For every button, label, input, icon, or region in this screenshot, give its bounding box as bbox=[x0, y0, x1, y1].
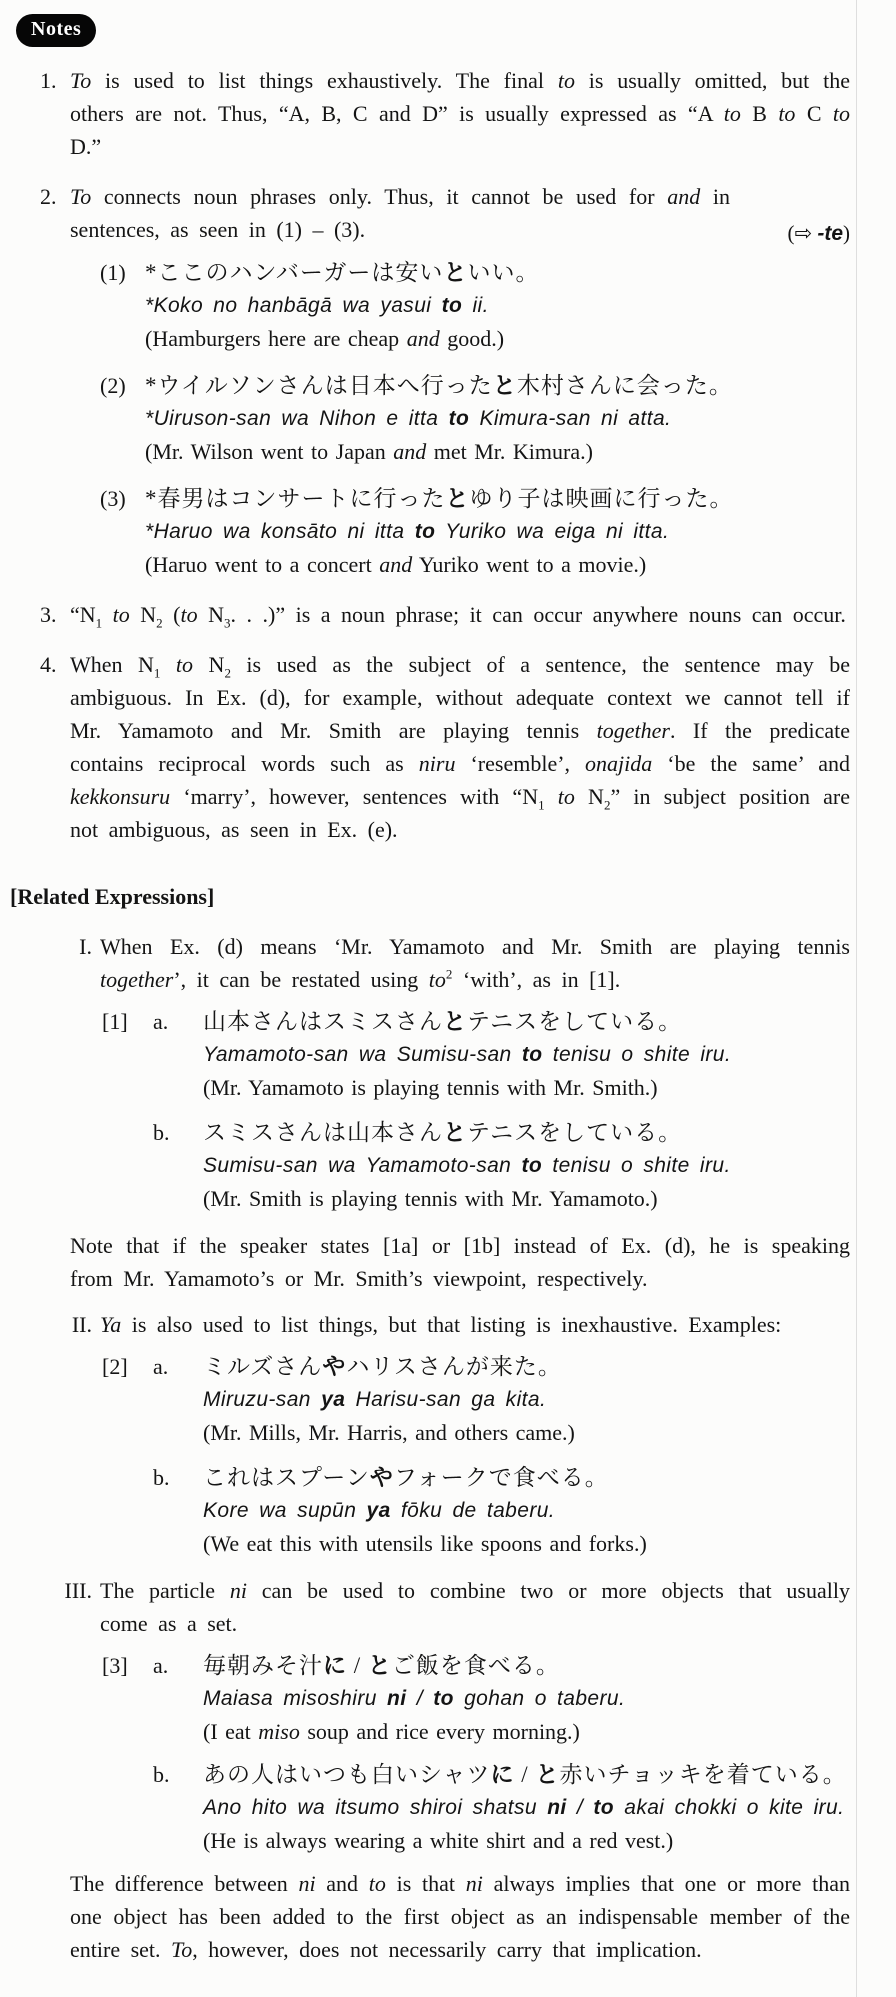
romaji-line: *Koko no hanbāgā wa yasui to ii. bbox=[145, 294, 489, 317]
example-letter: b. bbox=[153, 1762, 170, 1787]
crossref-te: (⇨ -te) bbox=[787, 221, 850, 245]
example-bracket: [1] bbox=[102, 1009, 128, 1034]
example-2a bbox=[102, 1350, 850, 1449]
related-section-1 bbox=[40, 930, 850, 1215]
romaji-line: Maiasa misoshiru ni / to gohan o taberu. bbox=[203, 1687, 626, 1710]
romaji-line: Miruzu-san ya Harisu-san ga kita. bbox=[203, 1388, 547, 1411]
example-lines bbox=[203, 1116, 850, 1215]
note-text: When $N_1$ to $N_2$ is used as the subject of a sentence, the sentence may be ambiguous. In Ex. (d), for example, without adequate context we cannot tell if Mr. Yamamoto and Mr. Smith are playing tennis together. If the predicate contains reciprocal words such as niru ‘resemble’, onajida ‘be the same’ and kekkonsuru ‘marry’, however, sentences with “$N_1$ to $N_2$” in subject position are not ambiguous, as seen in Ex. (e). bbox=[70, 652, 851, 842]
note-body bbox=[70, 598, 850, 631]
japanese-line: 毎朝みそ汁に / とご飯を食べる。 bbox=[203, 1653, 560, 1678]
note-text: To is used to list things exhaustively. The final to is usually omitted, but the others are not. Thus, “A, B, C and D” is usually expressed as “A to B to C to D.” bbox=[70, 68, 850, 159]
note-item-1 bbox=[40, 64, 850, 163]
example-lines bbox=[203, 1649, 850, 1748]
gloss-line: (He is always wearing a white shirt and a red vest.) bbox=[203, 1828, 674, 1853]
gloss-line: (Hamburgers here are cheap and good.) bbox=[145, 326, 505, 351]
example-1a bbox=[102, 1005, 850, 1104]
section-body bbox=[100, 1574, 850, 1857]
example-bracket: [2] bbox=[102, 1354, 128, 1379]
japanese-line: *春男はコンサートに行ったとゆり子は映画に行った。 bbox=[145, 486, 734, 511]
example-1 bbox=[100, 256, 850, 355]
roman-numeral: I. bbox=[79, 934, 92, 959]
example-number: (3) bbox=[100, 486, 126, 511]
example-lines bbox=[203, 1461, 850, 1560]
example-bracket bbox=[102, 1461, 153, 1560]
example-3 bbox=[100, 482, 850, 581]
note-item-2 bbox=[40, 180, 850, 581]
section-text: When Ex. (d) means ‘Mr. Yamamoto and Mr. Smith are playing tennis together’, it can be restated using $to^2$ ‘with’, as in [1]. bbox=[100, 934, 850, 992]
example-2 bbox=[100, 369, 850, 468]
note-body bbox=[70, 180, 850, 581]
related-section-3 bbox=[40, 1574, 850, 1857]
notes-badge-label: Notes bbox=[31, 18, 82, 40]
example-bracket: [3] bbox=[102, 1653, 128, 1678]
gloss-line: (I eat miso soup and rice every morning.) bbox=[203, 1719, 580, 1744]
example-lines bbox=[145, 482, 850, 581]
example-letter: b. bbox=[153, 1465, 170, 1490]
example-letter: b. bbox=[153, 1120, 170, 1145]
note-body bbox=[70, 64, 850, 163]
note-number: 1. bbox=[40, 68, 57, 93]
romaji-line: Yamamoto-san wa Sumisu-san to tenisu o shite iru. bbox=[203, 1043, 732, 1066]
romaji-line: *Haruo wa konsāto ni itta to Yuriko wa eiga ni itta. bbox=[145, 520, 670, 543]
gloss-line: (Mr. Smith is playing tennis with Mr. Yamamoto.) bbox=[203, 1186, 658, 1211]
example-bracket bbox=[102, 1758, 153, 1857]
example-bracket bbox=[102, 1116, 153, 1215]
example-3b bbox=[102, 1758, 850, 1857]
example-lines bbox=[145, 256, 850, 355]
related-section-2 bbox=[40, 1308, 850, 1560]
example-lines bbox=[203, 1758, 850, 1857]
note-body bbox=[70, 648, 850, 846]
japanese-line: スミスさんは山本さんとテニスをしている。 bbox=[203, 1120, 683, 1145]
example-letter: a. bbox=[153, 1653, 169, 1678]
note-text-wrap bbox=[70, 180, 850, 246]
japanese-line: *ウイルソンさんは日本へ行ったと木村さんに会った。 bbox=[145, 373, 733, 398]
ni-to-difference-paragraph: The difference between ni and to is that ni always implies that one or more than one object has been added to the first object as an indispensable member of the entire set. To, however, does not necessarily carry that implication. bbox=[70, 1871, 851, 1962]
example-lines bbox=[203, 1005, 850, 1104]
japanese-line: *ここのハンバーガーは安いといい。 bbox=[145, 260, 540, 285]
japanese-line: ミルズさんやハリスさんが来た。 bbox=[203, 1354, 562, 1379]
gloss-line: (Mr. Mills, Mr. Harris, and others came.) bbox=[203, 1420, 575, 1445]
gloss-line: (Mr. Yamamoto is playing tennis with Mr. Smith.) bbox=[203, 1075, 658, 1100]
note-number: 2. bbox=[40, 184, 57, 209]
note-item-4 bbox=[40, 648, 850, 846]
japanese-line: あの人はいつも白いシャツに / と赤いチョッキを着ている。 bbox=[203, 1762, 847, 1787]
related-expressions-header: [Related Expressions] bbox=[10, 884, 215, 909]
gloss-line: (We eat this with utensils like spoons and forks.) bbox=[203, 1531, 647, 1556]
note-text: To connects noun phrases only. Thus, it cannot be used for and in sentences, as seen in (1) – (3). bbox=[70, 184, 730, 242]
example-3a bbox=[102, 1649, 850, 1748]
example-letter: a. bbox=[153, 1009, 169, 1034]
note-number: 4. bbox=[40, 652, 57, 677]
note-number: 3. bbox=[40, 602, 57, 627]
note-item-3 bbox=[40, 598, 850, 631]
example-letter: a. bbox=[153, 1354, 169, 1379]
romaji-line: Sumisu-san wa Yamamoto-san to tenisu o shite iru. bbox=[203, 1154, 731, 1177]
example-number: (1) bbox=[100, 260, 126, 285]
example-lines bbox=[145, 369, 850, 468]
section-text: The particle ni can be used to combine two or more objects that usually come as a set. bbox=[100, 1578, 850, 1636]
romaji-line: *Uiruson-san wa Nihon e itta to Kimura-san ni atta. bbox=[145, 407, 672, 430]
notes-badge bbox=[16, 14, 96, 47]
example-number: (2) bbox=[100, 373, 126, 398]
romaji-line: Kore wa supūn ya fōku de taberu. bbox=[203, 1499, 556, 1522]
section-body bbox=[100, 1308, 850, 1560]
page-edge-line bbox=[856, 0, 857, 1997]
roman-numeral: II. bbox=[71, 1312, 92, 1337]
example-1b bbox=[102, 1116, 850, 1215]
roman-numeral: III. bbox=[64, 1578, 92, 1603]
gloss-line: (Mr. Wilson went to Japan and met Mr. Kimura.) bbox=[145, 439, 593, 464]
section-body bbox=[100, 930, 850, 1215]
viewpoint-note-paragraph: Note that if the speaker states [1a] or [1b] instead of Ex. (d), he is speaking from Mr. Yamamoto’s or Mr. Smith’s viewpoint, respectively. bbox=[70, 1233, 850, 1291]
example-lines bbox=[203, 1350, 850, 1449]
section-text: Ya is also used to list things, but that listing is inexhaustive. Examples: bbox=[100, 1312, 782, 1337]
japanese-line: これはスプーンやフォークで食べる。 bbox=[203, 1465, 609, 1490]
gloss-line: (Haruo went to a concert and Yuriko went to a movie.) bbox=[145, 552, 647, 577]
romaji-line: Ano hito wa itsumo shiroi shatsu ni / to akai chokki o kite iru. bbox=[203, 1796, 845, 1819]
example-2b bbox=[102, 1461, 850, 1560]
note-text: “$N_1$ to $N_2$ (to $N_3$. . .)” is a noun phrase; it can occur anywhere nouns can occur. bbox=[70, 602, 846, 631]
japanese-line: 山本さんはスミスさんとテニスをしている。 bbox=[203, 1009, 683, 1034]
